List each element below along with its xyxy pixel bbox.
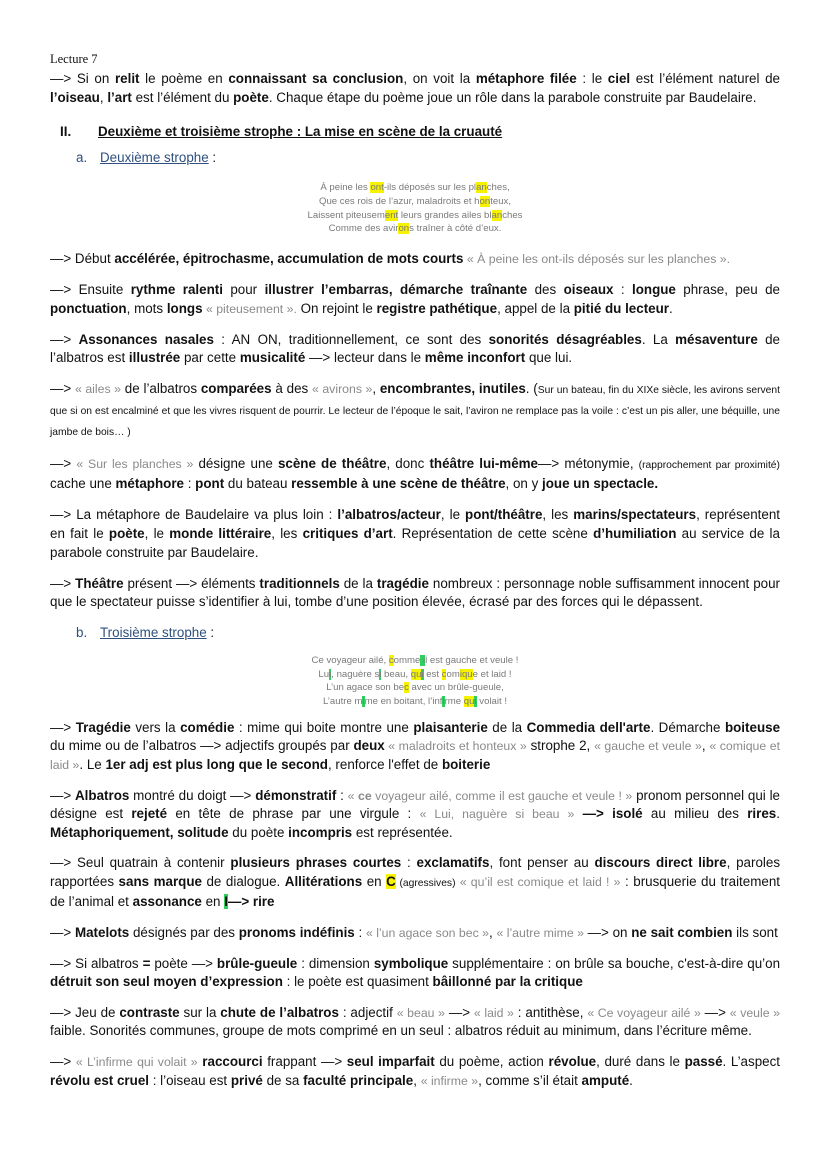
paragraph: —> Début accélérée, épitrochasme, accumulation de mots courts « À peine les ont-ils déposés sur les planches ».	[50, 251, 731, 266]
subsection-b-link[interactable]: Troisième strophe	[100, 624, 207, 640]
paragraph: —> Assonances nasales : AN ON, traditionnellement, ce sont des sonorités désagréables. La mésaventure de l’albatros est illustrée par cette musicalité —> lecteur dans le même inconfort que lui.	[50, 331, 781, 366]
paragraph: —> Seul quatrain à contenir plusieurs phrases courtes : exclamatifs, font penser au discours direct libre, paroles rapportées sans marque de dialogue. Allitérations en C (agressives) « qu’il est comique et laid ! » : brusquerie du traitement de l’animal et assonance en I—> rire	[50, 855, 781, 910]
poem-stanza-2	[50, 181, 780, 236]
subsection-a-link[interactable]: Deuxième strophe	[100, 150, 209, 166]
paragraph: —> Jeu de contraste sur la chute de l’albatros : adjectif « beau » —> « laid » : antithèse, « Ce voyageur ailé » —> « veule » faible. Sonorités communes, groupe de mots comprimé en un seul : albatros réduit au minimum, dans l’écriture même.	[50, 1004, 781, 1039]
poem-line: L’un agace son bec avec un brûle-gueule,	[326, 682, 504, 694]
poem-stanza-3	[50, 654, 780, 709]
paragraph: —> Théâtre présent —> éléments traditionnels de la tragédie nombreux : personnage noble suffisamment innocent pour que le spectateur puisse s’identifier à lui, tombe d’une position élevée, écrasé par des forces qui le dépassent.	[50, 575, 780, 610]
subsection-b-heading: b. Troisième strophe :	[76, 624, 215, 640]
document-page	[50, 52, 780, 1090]
paragraph: —> « Sur les planches » désigne une scène de théâtre, donc théâtre lui-même—> métonymie, (rapprochement par proximité) cache une métaphore : pont du bateau ressemble à une scène de théâtre, on y joue un spectacle.	[50, 455, 780, 492]
poem-line: Ce voyageur ailé, comme il est gauche et veule !	[311, 654, 519, 666]
paragraph: —> « ailes » de l’albatros comparées à des « avirons », encombrantes, inutiles. (Sur un bateau, fin du XIXe siècle, les avirons servent que si on est encalminé et que les vivres risquent de pourrir. Le lecteur de l’époque le sait, l’aviron ne remplace pas la voile : c’est un pis aller, une béquille, une jambe de bois… )	[50, 381, 780, 438]
poem-line: L’autre mime en boitant, l’infirme qui volait !	[322, 696, 508, 708]
poem-line: Laissent piteusement leurs grandes ailes blanches	[307, 209, 523, 221]
poem-line: Comme des avirons traîner à côté d’eux.	[328, 223, 502, 235]
paragraph: —> Matelots désignés par des pronoms indéfinis : « l’un agace son bec », « l’autre mime » —> on ne sait combien ils sont	[50, 925, 778, 941]
paragraph: —> Ensuite rythme ralenti pour illustrer l’embarras, démarche traînante des oiseaux : longue phrase, peu de ponctuation, mots longs « piteusement ». On rejoint le registre pathétique, appel de la pitié du lecteur.	[50, 282, 780, 316]
paragraph: —> Si albatros = poète —> brûle-gueule : dimension symbolique supplémentaire : on brûle sa bouche, c'est-à-dire qu’on détruit son seul moyen d’expression : le poète est quasiment bâillonné par la critique	[50, 955, 781, 990]
paragraph: —> La métaphore de Baudelaire va plus loin : l’albatros/acteur, le pont/théâtre, les marins/spectateurs, représentent en fait le poète, le monde littéraire, les critiques d’art. Représentation de cette scène d’humiliation au service de la parabole construite par Baudelaire.	[50, 507, 780, 560]
lecture-label: Lecture 7	[50, 52, 98, 66]
paragraph: —> « L’infirme qui volait » raccourci frappant —> seul imparfait du poème, action révolue, duré dans le passé. L’aspect révolu est cruel : l’oiseau est privé de sa faculté principale, « infirme », comme s’il était amputé.	[50, 1054, 780, 1088]
paragraph: —> Tragédie vers la comédie : mime qui boite montre une plaisanterie de la Commedia dell'arte. Démarche boiteuse du mime ou de l’albatros —> adjectifs groupés par deux « maladroits et honteux » strophe 2, « gauche et veule », « comique et laid ». Le 1er adj est plus long que le second, renforce l'effet de boiterie	[50, 719, 781, 772]
poem-line: À peine les ont-ils déposés sur les planches,	[320, 182, 510, 194]
section-heading: II. Deuxième et troisième strophe : La mise en scène de la cruauté	[60, 124, 503, 140]
poem-line: Lui, naguère si beau, qui est comique et laid !	[318, 668, 512, 680]
paragraph: —> Albatros montré du doigt —> démonstratif : « ce voyageur ailé, comme il est gauche et veule ! » pronom personnel qui le désigne est rejeté en tête de phrase par une virgule : « Lui, naguère si beau » —> isolé au milieu des rires. Métaphoriquement, solitude du poète incompris est représentée.	[50, 787, 780, 840]
poem-line: Que ces rois de l’azur, maladroits et honteux,	[319, 195, 511, 207]
intro-paragraph: —> Si on relit le poème en connaissant sa conclusion, on voit la métaphore filée : le ciel est l’élément naturel de l’oiseau, l’art est l’élément du poète. Chaque étape du poème joue un rôle dans la parabole construite par Baudelaire.	[50, 71, 780, 105]
subsection-a-heading: a. Deuxième strophe :	[76, 150, 217, 166]
